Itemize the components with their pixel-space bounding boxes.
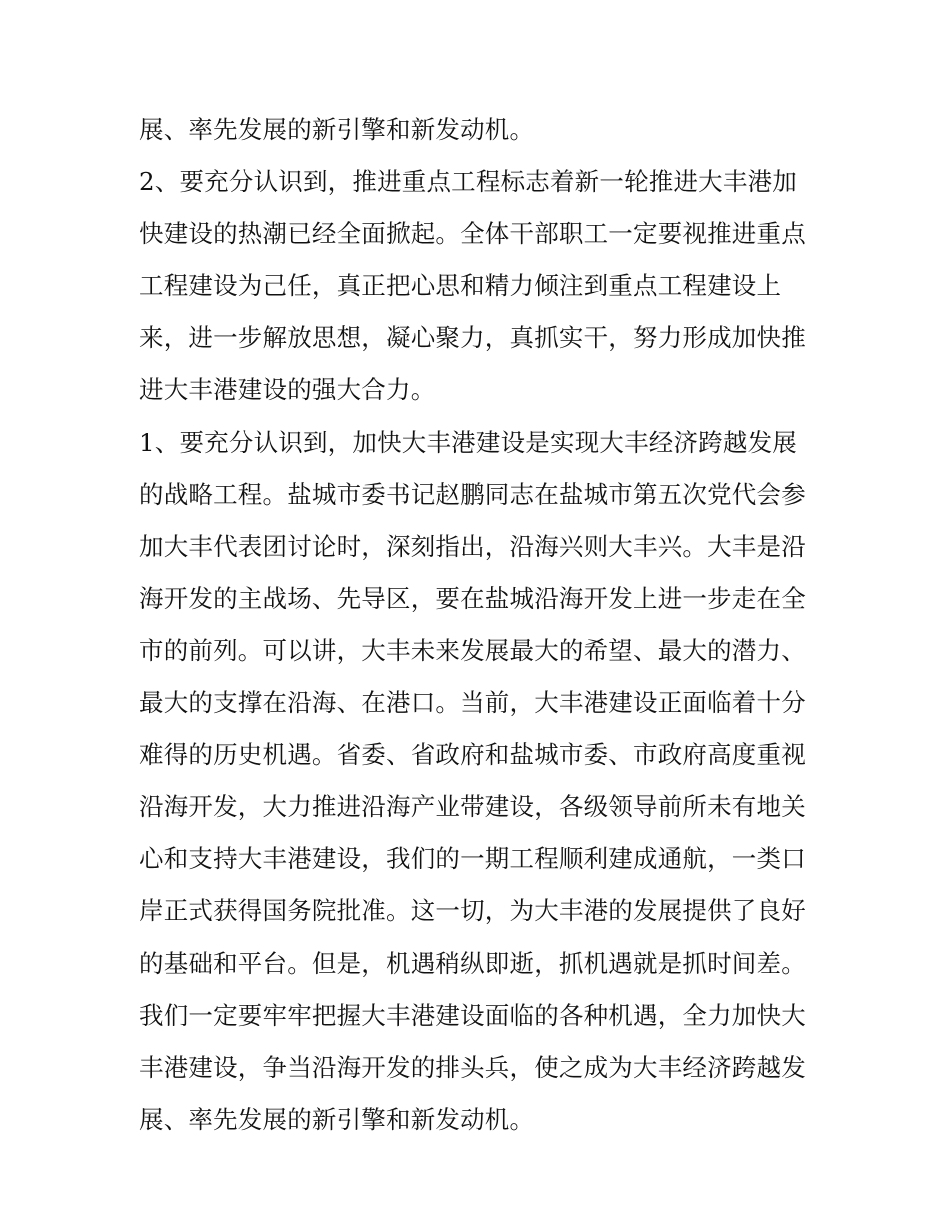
text-line: 难得的历史机遇。省委、省政府和盐城市委、市政府高度重视 xyxy=(139,740,806,770)
text-line: 进大丰港建设的强大合力。 xyxy=(139,375,436,405)
text-line: 快建设的热潮已经全面掀起。全体干部职工一定要视推进重点 xyxy=(139,219,806,249)
text-line: 展、率先发展的新引擎和新发动机。 xyxy=(139,115,535,144)
text-line: 最大的支撑在沿海、在港口。当前，大丰港建设正面临着十分 xyxy=(139,688,806,718)
text-line: 展、率先发展的新引擎和新发动机。 xyxy=(139,1104,535,1134)
text-line: 心和支持大丰港建设，我们的一期工程顺利建成通航，一类口 xyxy=(139,844,806,874)
text-line: 丰港建设，争当沿海开发的排头兵，使之成为大丰经济跨越发 xyxy=(139,1052,806,1082)
text-line: 工程建设为己任，真正把心思和精力倾注到重点工程建设上 xyxy=(139,271,782,301)
text-line: 我们一定要牢牢把握大丰港建设面临的各种机遇，全力加快大 xyxy=(139,1000,806,1030)
text-line: 的战略工程。盐城市委书记赵鹏同志在盐城市第五次党代会参 xyxy=(139,479,806,509)
text-line: 市的前列。可以讲，大丰未来发展最大的希望、最大的潜力、 xyxy=(139,635,806,665)
text-line: 海开发的主战场、先导区，要在盐城沿海开发上进一步走在全 xyxy=(139,583,806,613)
document-body xyxy=(139,104,819,1146)
text-line: 1、要充分认识到，加快大丰港建设是实现大丰经济跨越发展 xyxy=(139,427,797,457)
text-line: 来，进一步解放思想，凝心聚力，真抓实干，努力形成加快推 xyxy=(139,323,806,353)
text-line: 沿海开发，大力推进沿海产业带建设，各级领导前所未有地关 xyxy=(139,792,806,822)
text-line: 的基础和平台。但是，机遇稍纵即逝，抓机遇就是抓时间差。 xyxy=(139,948,806,978)
text-line: 加大丰代表团讨论时，深刻指出，沿海兴则大丰兴。大丰是沿 xyxy=(139,531,806,561)
text-line: 2、要充分认识到，推进重点工程标志着新一轮推进大丰港加 xyxy=(139,167,797,197)
text-line: 岸正式获得国务院批准。这一切，为大丰港的发展提供了良好 xyxy=(139,896,806,926)
